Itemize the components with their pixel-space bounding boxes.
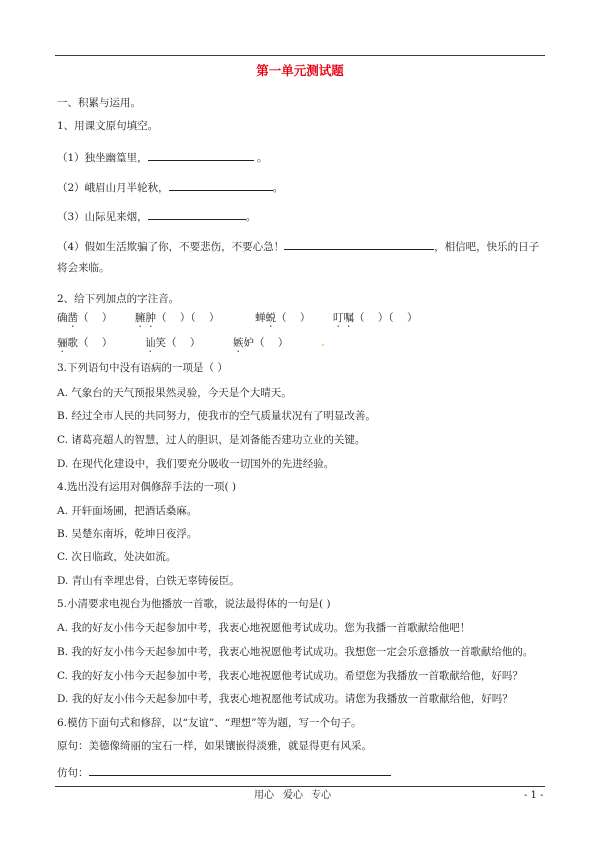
pinyin-item-shanxiao: [145, 336, 200, 355]
answer-blank: [284, 238, 434, 250]
q1-item-4-text: （4）假如生活欺骗了你，不要悲伤，不要心急！: [57, 241, 285, 253]
answer-blank: [148, 149, 254, 161]
answer-paren: （ ）: [276, 312, 311, 324]
q4-option-b: B. 吴楚东南坼，乾坤日夜浮。: [57, 528, 198, 540]
answer-blank: [148, 208, 246, 220]
answer-paren: （ ）: [166, 337, 201, 349]
footer-rule: [55, 786, 545, 787]
q1-item-2-end: 。: [272, 182, 284, 194]
q5-option-d: D. 我的好友小伟今天起参加中考，我衷心地祝愿他考试成功。请您为我播放一首歌献给他，好吗？: [57, 693, 513, 705]
word-char: 笑: [155, 337, 166, 349]
pinyin-item-lige: [57, 336, 112, 355]
q5-option-c: C. 我的好友小伟今天起参加中考，我衷心地祝愿他考试成功。希望您为我播放一首歌献给他，好吗？: [57, 670, 523, 682]
q5-stem: 5.小清要求电视台为他播放一首歌，说法最得体的一句是( ): [57, 598, 331, 610]
stray-mark: [322, 344, 324, 346]
word-char: 妒: [243, 337, 254, 349]
answer-blank: [169, 179, 273, 191]
q1-item-1-text: （1）独坐幽篁里，: [57, 152, 148, 164]
pinyin-item-chantui: [255, 311, 310, 330]
header-rule: [55, 55, 545, 56]
q1-item-4-continued: 将会来临。: [57, 262, 110, 274]
q4-option-a: A. 开轩面场圃，把酒话桑麻。: [57, 505, 198, 517]
q1-item-2-text: （2）峨眉山月半轮秋，: [57, 182, 169, 194]
q5-option-b: B. 我的好友小伟今天起参加中考，我衷心地祝愿他考试成功。我想您一定会乐意播放一首歌献给他的。: [57, 646, 534, 658]
answer-blank: [89, 764, 391, 776]
q3-option-a: A. 气象台的天气预报果然灵验，今天是个大晴天。: [57, 387, 292, 399]
answer-paren: （ ）（ ）: [354, 312, 418, 324]
dotted-char: 嫉: [233, 337, 244, 349]
q3-option-c: C. 诸葛亮超人的智慧，过人的胆识，是刘备能否建功立业的关键。: [57, 434, 366, 446]
dotted-char: 骊: [57, 337, 68, 349]
q6-stem: 6.模仿下面句式和修辞，以“友谊”、“理想”等为题，写一个句子。: [57, 717, 362, 729]
q3-option-d: D. 在现代化建设中，我们要充分吸收一切国外的先进经验。: [57, 458, 335, 470]
pinyin-item-quezao: [57, 311, 112, 330]
q5-option-a: A. 我的好友小伟今天起参加中考，我衷心地祝愿他考试成功。您为我播一首歌献给他吧！: [57, 622, 471, 634]
dotted-char: 臃肿: [135, 312, 156, 324]
pinyin-item-dingzhu: [333, 311, 417, 330]
answer-paren: （ ）（ ）: [156, 312, 220, 324]
answer-paren: （ ）: [78, 312, 113, 324]
q4-stem: 4.选出没有运用对偶修辞手法的一项( ): [57, 481, 237, 493]
word-char: 蝉: [255, 312, 266, 324]
q6-imitation-label: 仿句：: [57, 767, 89, 779]
answer-paren: （ ）: [254, 337, 289, 349]
q1-item-3-text: （3）山际见来烟，: [57, 211, 148, 223]
page-number: - 1 -: [524, 790, 544, 801]
q4-option-c: C. 次日临政，处决如流。: [57, 551, 177, 563]
q6-original-sentence: 原句：美德像绮丽的宝石一样，如果镶嵌得淡雅，就显得更有风采。: [57, 740, 372, 752]
q1-prompt: 1、用课文原句填空。: [57, 120, 159, 132]
dotted-char: 讪: [145, 337, 156, 349]
dotted-char: 叮嘱: [333, 312, 354, 324]
dotted-char: 凿: [67, 312, 78, 324]
footer-motto-3: 专心: [311, 790, 331, 801]
pinyin-item-jidu: [233, 336, 288, 355]
exam-title: 第一单元测试题: [256, 63, 344, 78]
q1-item-4-end: ，相信吧，快乐的日子: [434, 241, 540, 253]
q3-option-b: B. 经过全市人民的共同努力，使我市的空气质量状况有了明显改善。: [57, 410, 376, 422]
section-heading: 一、积累与运用。: [57, 97, 141, 109]
word-char: 确: [57, 312, 68, 324]
dotted-char: 蜕: [265, 312, 276, 324]
word-char: 歌: [67, 337, 78, 349]
q1-item-2: [57, 179, 283, 195]
q2-prompt: 2、给下列加点的字注音。: [57, 293, 180, 305]
q1-item-1: [57, 149, 268, 165]
q6-imitation: [57, 764, 391, 780]
q1-item-3-end: 。: [245, 211, 257, 223]
footer-motto-1: 用心: [254, 790, 274, 801]
q1-item-3: [57, 208, 256, 224]
q3-stem: 3.下列语句中没有语病的一项是（ ）: [57, 362, 228, 374]
pinyin-item-yongzhong: [135, 311, 219, 330]
footer-motto-2: 爱心: [283, 790, 303, 801]
answer-paren: （ ）: [78, 337, 113, 349]
q1-item-4: [57, 238, 539, 254]
q4-option-d: D. 青山有幸埋忠骨，白铁无辜铸佞臣。: [57, 575, 240, 587]
q1-item-1-end: 。: [253, 152, 268, 164]
